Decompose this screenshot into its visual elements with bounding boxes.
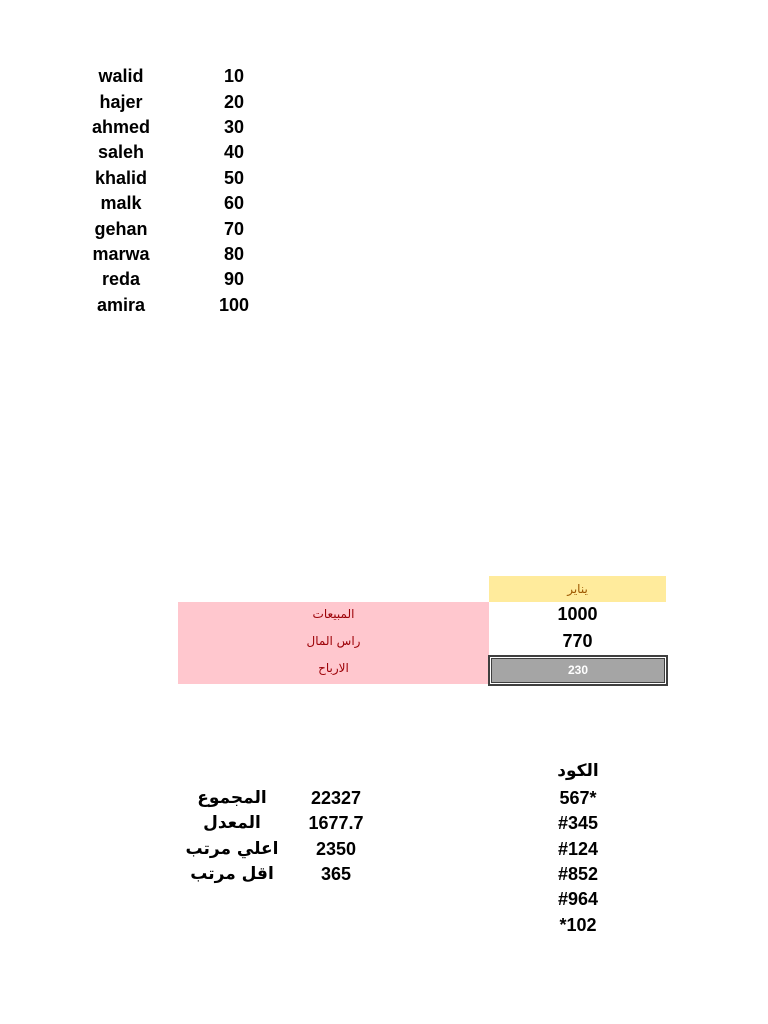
capital-value-cell[interactable]: 770: [562, 631, 593, 651]
score-cell[interactable]: 10: [223, 66, 245, 86]
name-cell[interactable]: saleh: [97, 142, 145, 162]
name-cell[interactable]: hajer: [99, 92, 143, 112]
profit-label-cell[interactable]: الارباح: [318, 661, 349, 675]
score-cell[interactable]: 40: [223, 142, 245, 162]
name-cell[interactable]: khalid: [94, 168, 147, 188]
score-cell[interactable]: 70: [223, 219, 245, 239]
profit-value-cell[interactable]: 230: [488, 655, 668, 686]
name-cell[interactable]: marwa: [92, 244, 150, 264]
capital-label-cell[interactable]: راس المال: [306, 634, 361, 648]
score-cell[interactable]: 80: [223, 244, 245, 264]
score-cell[interactable]: 60: [223, 193, 245, 213]
code-cell[interactable]: #852: [557, 864, 599, 884]
min-salary-value-cell[interactable]: 365: [320, 864, 352, 884]
code-header-cell[interactable]: الكود: [557, 761, 599, 781]
max-salary-value-cell[interactable]: 2350: [315, 839, 357, 859]
name-cell[interactable]: reda: [101, 269, 141, 289]
average-value-cell[interactable]: 1677.7: [308, 813, 364, 833]
code-cell[interactable]: #964: [557, 889, 599, 909]
name-cell[interactable]: walid: [98, 66, 144, 86]
sales-label-cell[interactable]: المبيعات: [312, 607, 355, 621]
name-cell[interactable]: gehan: [94, 219, 148, 239]
score-cell[interactable]: 50: [223, 168, 245, 188]
sum-value-cell[interactable]: 22327: [310, 788, 362, 808]
code-cell[interactable]: #124: [557, 839, 599, 859]
score-cell[interactable]: 20: [223, 92, 245, 112]
name-cell[interactable]: amira: [96, 295, 146, 315]
name-cell[interactable]: ahmed: [91, 117, 151, 137]
score-cell[interactable]: 100: [218, 295, 250, 315]
code-cell[interactable]: *102: [559, 915, 597, 935]
sum-label-cell[interactable]: المجموع: [197, 788, 267, 808]
average-label-cell[interactable]: المعدل: [203, 813, 261, 833]
min-salary-label-cell[interactable]: اقل مرتب: [190, 864, 274, 884]
name-cell[interactable]: malk: [100, 193, 142, 213]
max-salary-label-cell[interactable]: اعلي مرتب: [185, 839, 279, 859]
month-header-cell[interactable]: يناير: [489, 576, 666, 602]
score-cell[interactable]: 30: [223, 117, 245, 137]
sales-value-cell[interactable]: 1000: [557, 604, 598, 624]
score-cell[interactable]: 90: [223, 269, 245, 289]
code-cell[interactable]: 567*: [559, 788, 597, 808]
code-cell[interactable]: #345: [557, 813, 599, 833]
